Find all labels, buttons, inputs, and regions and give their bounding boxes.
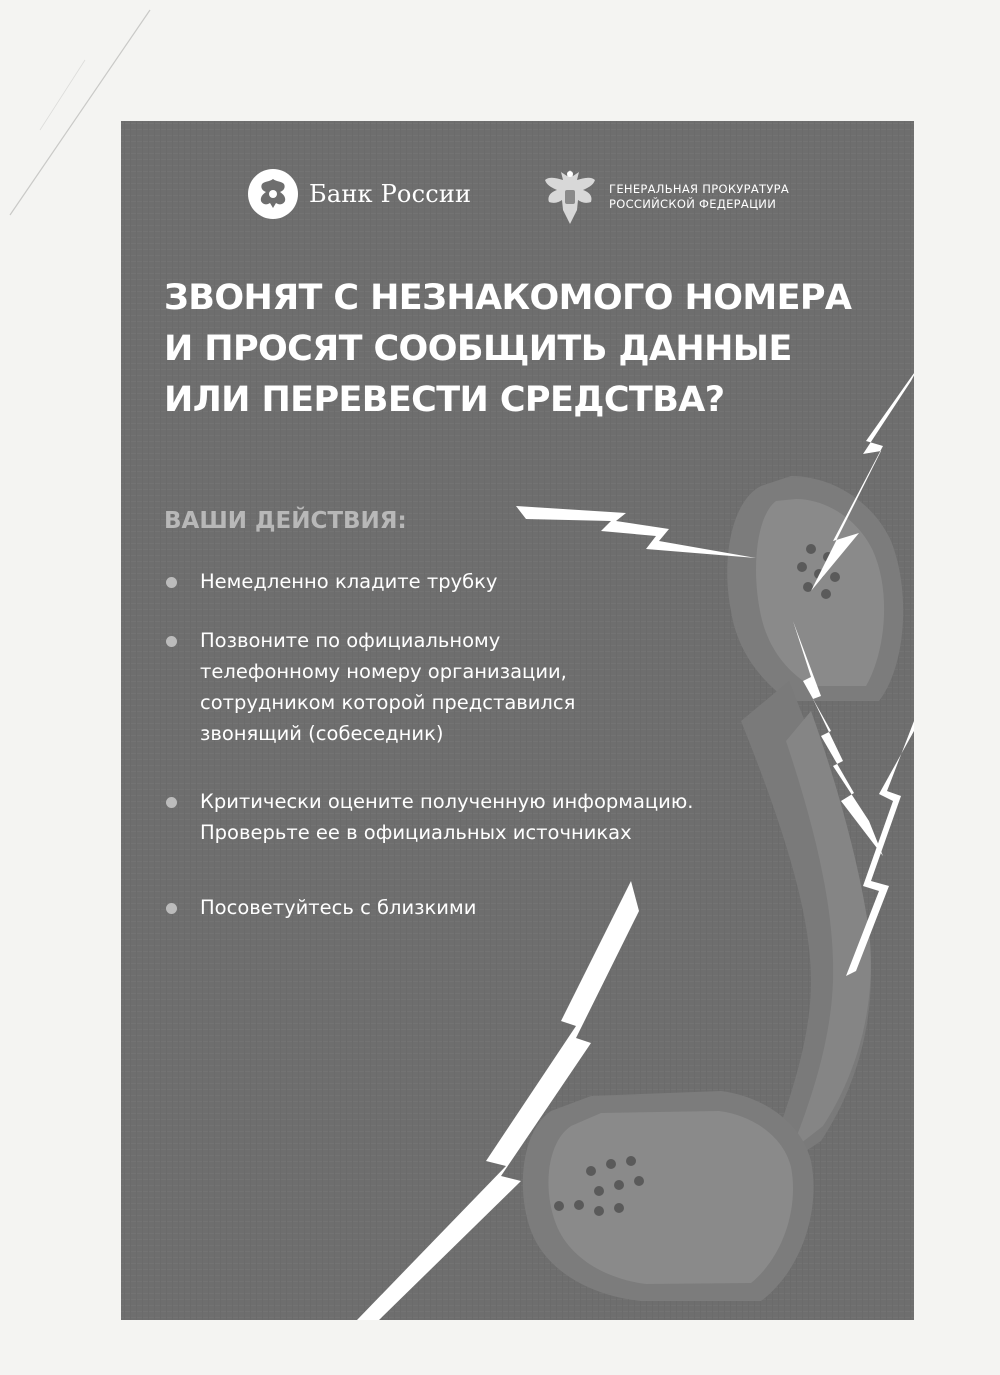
list-item bbox=[166, 892, 846, 923]
list-item bbox=[166, 786, 846, 848]
list-item bbox=[166, 625, 846, 749]
poster bbox=[121, 121, 914, 1320]
bullet-icon bbox=[166, 577, 177, 588]
double-headed-eagle-icon bbox=[247, 168, 299, 220]
bank-of-russia-logo bbox=[247, 168, 471, 220]
handset-lower-icon bbox=[523, 1091, 814, 1301]
action-text: Посоветуйтесь с близкими bbox=[200, 896, 477, 919]
headline-line-3: ИЛИ ПЕРЕВЕСТИ СРЕДСТВА? bbox=[164, 380, 725, 420]
prosecutor-name: ГЕНЕРАЛЬНАЯ ПРОКУРАТУРА РОССИЙСКОЙ ФЕДЕРАЦИИ bbox=[609, 182, 790, 211]
eagle-coat-of-arms-icon bbox=[541, 166, 599, 228]
bank-name: Банк России bbox=[309, 180, 472, 208]
bullet-icon bbox=[166, 903, 177, 914]
headline-line-1: ЗВОНЯТ С НЕЗНАКОМОГО НОМЕРА bbox=[164, 278, 852, 318]
action-text: Критически оцените полученную информацию. Проверьте ее в официальных источниках bbox=[200, 790, 694, 844]
list-item bbox=[166, 566, 846, 597]
action-text: Позвоните по официальному телефонному номеру организации, сотрудником которой представился звонящий (собеседник) bbox=[200, 629, 576, 745]
headline-line-2: И ПРОСЯТ СООБЩИТЬ ДАННЫЕ bbox=[164, 329, 792, 369]
prosecutor-general-logo bbox=[541, 166, 799, 228]
bullet-icon bbox=[166, 797, 177, 808]
action-text: Немедленно кладите трубку bbox=[200, 570, 498, 593]
bullet-icon bbox=[166, 636, 177, 647]
actions-title: ВАШИ ДЕЙСТВИЯ: bbox=[164, 508, 407, 534]
headline bbox=[164, 273, 904, 426]
